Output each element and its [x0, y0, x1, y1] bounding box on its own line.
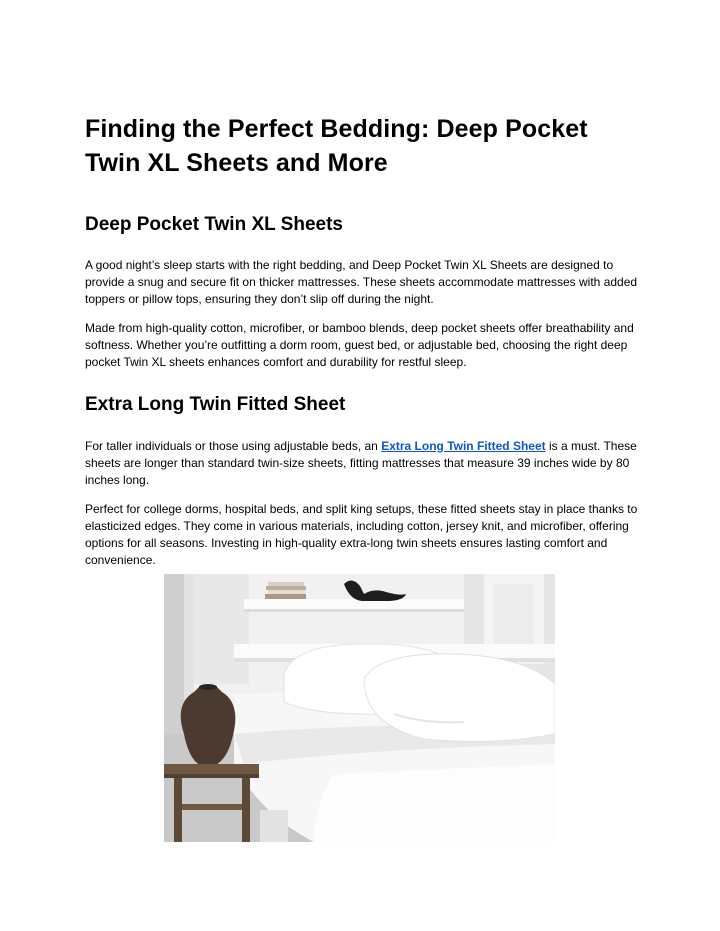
bedroom-illustration — [164, 574, 555, 842]
document-page — [85, 112, 645, 569]
paragraph-text-before-link: For taller individuals or those using adjustable beds, an — [85, 439, 382, 453]
extra-long-twin-fitted-sheet-link[interactable]: Extra Long Twin Fitted Sheet — [381, 439, 546, 453]
paragraph-text-after-link: is a must. These sheets are longer than standard twin-size sheets, fitting mattresses that measure 39 inches wide by 80 inches long. — [85, 439, 637, 487]
paragraph-extra-long-uses: Perfect for college dorms, hospital beds, and split king setups, these fitted sheets stay in place thanks to elasticized edges. They come in various materials, including cotton, jersey knit, and microfiber, offering options for all seasons. Investing in high-quality extra-long twin sheets ensures lasting comfort and convenience. — [85, 502, 638, 567]
bedroom-photo — [164, 574, 555, 842]
paragraph-deep-pocket-intro: A good night’s sleep starts with the right bedding, and Deep Pocket Twin XL Sheets are designed to provide a snug and secure fit on thicker mattresses. These sheets accommodate mattresses with added toppers or pillow tops, ensuring they don’t slip off during the night. — [85, 258, 638, 306]
page-title: Finding the Perfect Bedding: Deep Pocket Twin XL Sheets and More — [85, 115, 588, 177]
section-heading-extra-long: Extra Long Twin Fitted Sheet — [85, 394, 346, 415]
paragraph-extra-long-intro — [85, 438, 645, 489]
paragraph-deep-pocket-materials: Made from high-quality cotton, microfiber, or bamboo blends, deep pocket sheets offer breathability and softness. Whether you’re outfitting a dorm room, guest bed, or adjustable bed, choosing the right deep pocket Twin XL sheets enhances comfort and durability for restful sleep. — [85, 321, 634, 369]
section-heading-deep-pocket: Deep Pocket Twin XL Sheets — [85, 214, 343, 235]
